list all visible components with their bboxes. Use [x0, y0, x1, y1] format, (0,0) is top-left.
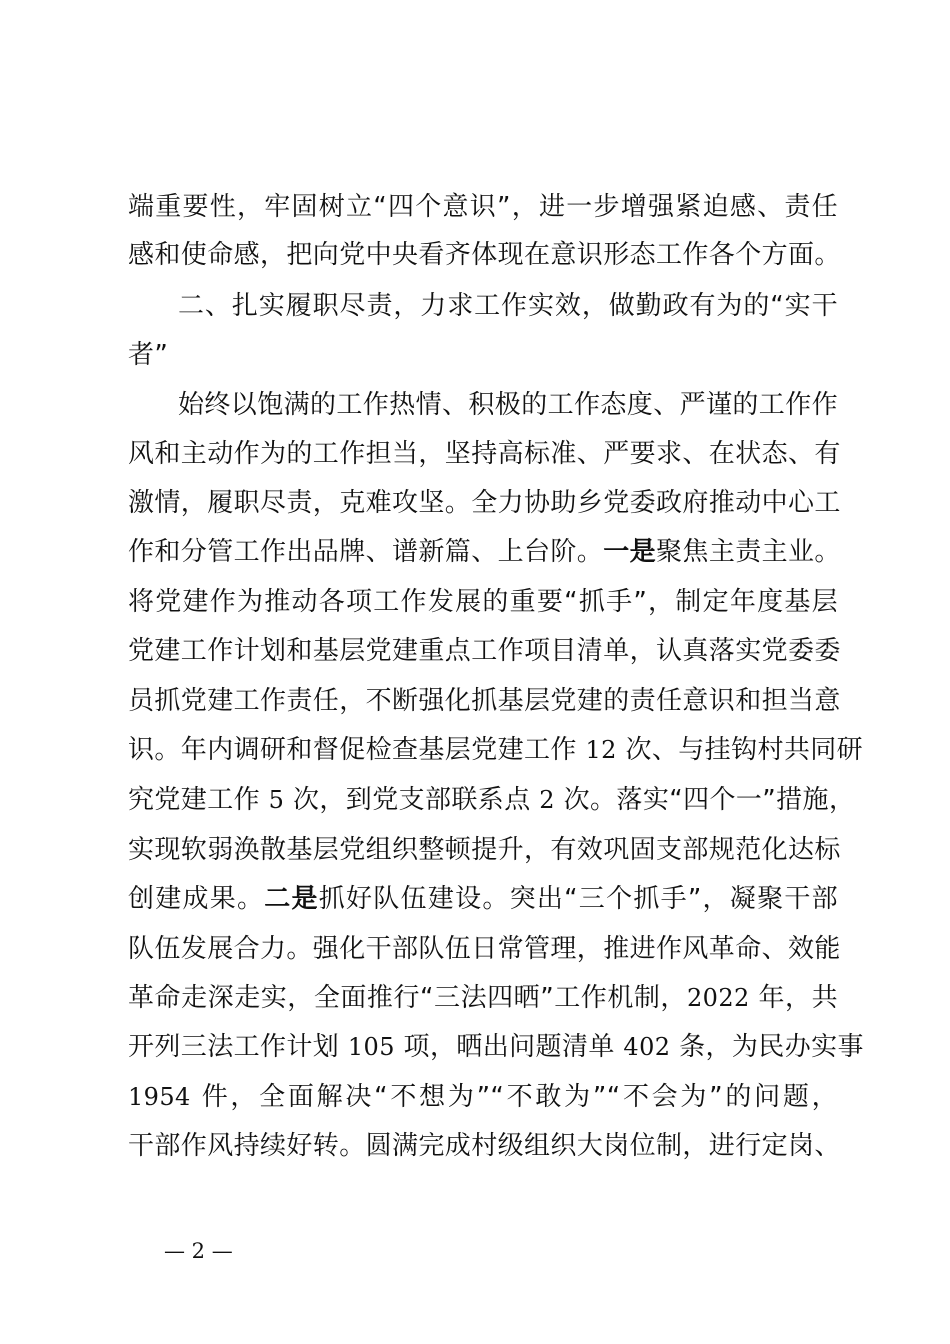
paragraph-line: 激情，履职尽责，克难攻坚。全力协助乡党委政府推动中心工 [128, 488, 841, 518]
paragraph-line: 将党建作为推动各项工作发展的重要“抓手”，制定年度基层 [128, 587, 838, 617]
paragraph-line: 感和使命感，把向党中央看齐体现在意识形态工作各个方面。 [128, 240, 841, 270]
paragraph-line: 革命走深走实，全面推行“三法四晒”工作机制，2022 年，共 [128, 983, 838, 1013]
paragraph-line: 干部作风持续好转。圆满完成村级组织大岗位制，进行定岗、 [128, 1131, 841, 1161]
paragraph-line: 作和分管工作出品牌、谱新篇、上台阶。一是聚焦主责主业。 [128, 537, 841, 567]
paragraph-line: 风和主动作为的工作担当，坚持高标准、严要求、在状态、有 [128, 439, 841, 469]
paragraph-line: 识。年内调研和督促检查基层党建工作 12 次、与挂钩村共同研 [128, 735, 864, 765]
emphasis-text: 一是 [603, 537, 657, 567]
paragraph-line: 开列三法工作计划 105 项，晒出问题清单 402 条，为民办实事 [128, 1032, 864, 1062]
page-number: — 2 — [164, 1239, 233, 1263]
paragraph-line: 创建成果。二是抓好队伍建设。突出“三个抓手”，凝聚干部 [128, 884, 838, 914]
section-heading: 二、扎实履职尽责，力求工作实效，做勤政有为的“实干 [178, 291, 838, 321]
section-heading-continuation: 者” [128, 340, 169, 370]
paragraph-line: 员抓党建工作责任，不断强化抓基层党建的责任意识和担当意 [128, 686, 841, 716]
paragraph-line: 究党建工作 5 次，到党支部联系点 2 次。落实“四个一”措施， [128, 785, 856, 815]
paragraph-line: 端重要性，牢固树立“四个意识”，进一步增强紧迫感、责任 [128, 192, 838, 222]
paragraph-line: 1954 件，全面解决“不想为”“不敢为”“不会为”的问题， [128, 1082, 838, 1112]
emphasis-text: 二是 [264, 884, 319, 914]
paragraph-line: 党建工作计划和基层党建重点工作项目清单，认真落实党委委 [128, 636, 841, 666]
paragraph-line: 队伍发展合力。强化干部队伍日常管理，推进作风革命、效能 [128, 934, 841, 964]
paragraph-line: 始终以饱满的工作热情、积极的工作态度、严谨的工作作 [178, 390, 839, 420]
paragraph-line: 实现软弱涣散基层党组织整顿提升，有效巩固支部规范化达标 [128, 835, 841, 865]
